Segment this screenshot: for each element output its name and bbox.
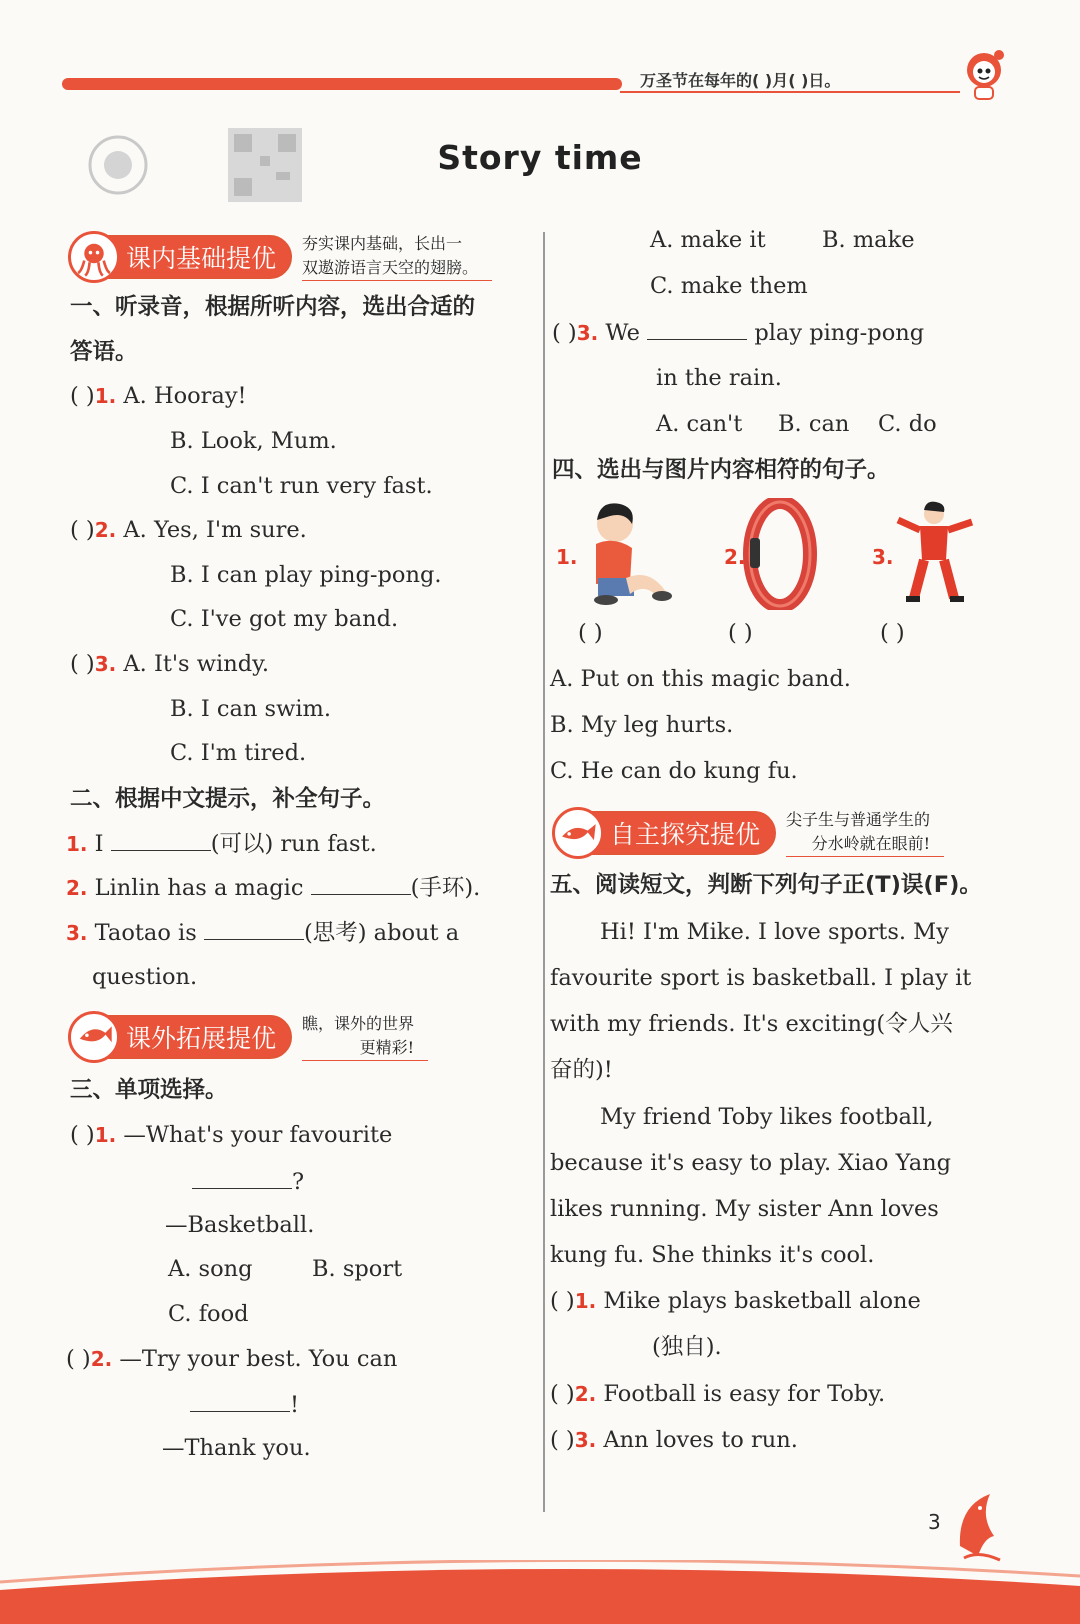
option-text: B. I can play ping-pong. xyxy=(170,562,442,588)
page-number: 3 xyxy=(928,1510,941,1534)
hint-text: (思考) about a xyxy=(303,920,460,946)
boy-holding-leg-picture xyxy=(570,498,680,610)
question-title: 一、听录音，根据所听内容，选出合适的 xyxy=(70,294,476,320)
question-item xyxy=(66,917,459,948)
picture-number: 3. xyxy=(872,545,894,569)
magic-band-picture xyxy=(742,498,818,610)
answer-paren[interactable]: ( ) xyxy=(70,383,95,409)
option-text: B. Look, Mum. xyxy=(170,428,337,454)
picture-number: 1. xyxy=(556,545,578,569)
answer-paren[interactable]: ( ) xyxy=(550,1381,575,1407)
banner-note-line: 双遨游语言天空的翅膀。 xyxy=(302,258,479,277)
question-text: Football is easy for Toby. xyxy=(603,1381,886,1407)
question-text: We xyxy=(605,320,640,346)
option-text: C. food xyxy=(168,1301,249,1327)
question-text: in the rain. xyxy=(656,365,782,391)
passage-line: favourite sport is basketball. I play it xyxy=(550,965,972,991)
header-bar xyxy=(62,78,622,90)
question-item xyxy=(552,317,924,348)
question-title: 五、阅读短文，判断下列句子正(T)误(F)。 xyxy=(550,872,982,898)
question-item xyxy=(66,828,377,859)
question-item xyxy=(70,515,307,545)
answer-blank[interactable] xyxy=(204,917,304,940)
option-text: A. song xyxy=(168,1256,253,1282)
answer-blank[interactable] xyxy=(111,828,211,851)
question-text: ? xyxy=(292,1169,305,1195)
option-text: A. Put on this magic band. xyxy=(550,666,851,692)
option-text: A. Yes, I'm sure. xyxy=(123,517,307,543)
column-divider xyxy=(543,232,545,1512)
question-number: 3. xyxy=(576,321,599,345)
passage-line: 奋的)! xyxy=(550,1057,613,1083)
option-text: C. make them xyxy=(650,273,808,299)
sentence-text: Linlin has a magic xyxy=(94,875,304,901)
question-number: 1. xyxy=(66,832,88,856)
question-item xyxy=(550,1425,798,1455)
banner-label: 课外拓展提优 xyxy=(126,1023,277,1053)
sentence-text: I xyxy=(94,831,104,857)
question-item xyxy=(66,1344,397,1374)
banner-note xyxy=(786,808,944,857)
banner-note-line: 夯实课内基础，长出一 xyxy=(302,234,463,253)
section-banner-basic xyxy=(72,232,492,281)
question-number: 1. xyxy=(94,384,117,408)
question-number: 2. xyxy=(90,1347,113,1371)
octopus-icon xyxy=(68,231,120,283)
question-number: 2. xyxy=(574,1382,597,1406)
passage-line: because it's easy to play. Xiao Yang xyxy=(550,1150,952,1176)
question-number: 2. xyxy=(66,876,88,900)
question-item xyxy=(70,1120,392,1150)
option-text: A. Hooray! xyxy=(123,383,247,409)
option-text: C. I'm tired. xyxy=(170,740,307,766)
answer-blank[interactable] xyxy=(311,872,411,895)
option-text: B. make xyxy=(822,227,915,253)
answer-paren[interactable]: ( ) xyxy=(66,1346,91,1372)
question-item xyxy=(70,649,269,679)
question-item xyxy=(550,1286,921,1316)
banner-note xyxy=(302,1012,428,1061)
answer-text: —Thank you. xyxy=(162,1435,311,1461)
option-text: C. do xyxy=(878,411,937,437)
picture-number: 2. xyxy=(724,545,746,569)
sentence-text: question. xyxy=(92,964,198,990)
answer-paren[interactable]: ( ) xyxy=(578,620,603,646)
banner-note xyxy=(302,232,492,281)
question-item xyxy=(70,381,247,411)
option-text: A. It's windy. xyxy=(123,651,269,677)
banner-note-line: 更精彩! xyxy=(359,1038,415,1057)
option-text: B. can xyxy=(778,411,850,437)
passage-line: My friend Toby likes football, xyxy=(600,1104,934,1130)
option-text: A. can't xyxy=(656,411,743,437)
question-item xyxy=(192,1166,304,1197)
question-title: 答语。 xyxy=(70,339,138,365)
question-number: 2. xyxy=(94,518,117,542)
section-banner-explore xyxy=(556,808,944,857)
banner-label: 自主探究提优 xyxy=(610,819,761,849)
page-title: Story time xyxy=(437,138,643,177)
question-item xyxy=(190,1389,299,1420)
answer-paren[interactable]: ( ) xyxy=(70,517,95,543)
banner-note-line: 瞧，课外的世界 xyxy=(302,1014,415,1033)
answer-text: —Basketball. xyxy=(165,1212,315,1238)
section-banner-extended xyxy=(72,1012,428,1061)
question-item xyxy=(66,872,480,903)
answer-paren[interactable]: ( ) xyxy=(880,620,905,646)
passage-line: kung fu. She thinks it's cool. xyxy=(550,1242,875,1268)
fish-icon xyxy=(552,807,604,859)
passage-line: likes running. My sister Ann loves xyxy=(550,1196,939,1222)
question-text: Ann loves to run. xyxy=(603,1427,798,1453)
fish-icon xyxy=(68,1011,120,1063)
option-text: B. My leg hurts. xyxy=(550,712,734,738)
question-number: 1. xyxy=(574,1289,597,1313)
answer-paren[interactable]: ( ) xyxy=(550,1427,575,1453)
question-number: 3. xyxy=(574,1428,597,1452)
option-text: A. make it xyxy=(650,227,766,253)
question-text: Mike plays basketball alone xyxy=(603,1288,921,1314)
banner-label: 课内基础提优 xyxy=(126,243,277,273)
dolphin-icon xyxy=(950,1486,1010,1566)
answer-paren[interactable]: ( ) xyxy=(552,320,577,346)
header-rule xyxy=(620,91,960,93)
footer-band xyxy=(0,1560,1080,1624)
passage-line: with my friends. It's exciting(令人兴 xyxy=(550,1011,953,1037)
option-text: B. sport xyxy=(312,1256,403,1282)
mascot-icon xyxy=(955,46,1013,104)
answer-blank[interactable] xyxy=(192,1166,292,1189)
option-text: C. He can do kung fu. xyxy=(550,758,798,784)
question-text: (独自). xyxy=(652,1334,722,1360)
answer-paren[interactable]: ( ) xyxy=(550,1288,575,1314)
answer-paren[interactable]: ( ) xyxy=(728,620,753,646)
question-number: 3. xyxy=(94,652,117,676)
banner-note-line: 分水岭就在眼前! xyxy=(811,834,931,853)
option-text: C. I can't run very fast. xyxy=(170,473,433,499)
option-text: C. I've got my band. xyxy=(170,606,399,632)
answer-paren[interactable]: ( ) xyxy=(70,651,95,677)
question-item xyxy=(550,1379,885,1409)
question-number: 3. xyxy=(66,921,88,945)
question-text: ! xyxy=(290,1392,300,1418)
question-text: —Try your best. You can xyxy=(119,1346,398,1372)
question-title: 四、选出与图片内容相符的句子。 xyxy=(552,457,890,483)
hint-text: (手环). xyxy=(410,875,481,901)
question-text: play ping-pong xyxy=(754,320,925,346)
header-tip: 万圣节在每年的( )月( )日。 xyxy=(640,71,841,90)
boy-kung-fu-picture xyxy=(892,498,978,610)
question-title: 三、单项选择。 xyxy=(70,1077,228,1103)
passage-line: Hi! I'm Mike. I love sports. My xyxy=(600,919,949,945)
question-number: 1. xyxy=(94,1123,117,1147)
option-text: B. I can swim. xyxy=(170,696,332,722)
question-title: 二、根据中文提示，补全句子。 xyxy=(70,786,386,812)
answer-paren[interactable]: ( ) xyxy=(70,1122,95,1148)
hint-text: (可以) run fast. xyxy=(210,831,377,857)
answer-blank[interactable] xyxy=(190,1389,290,1412)
sentence-text: Taotao is xyxy=(94,920,197,946)
banner-note-line: 尖子生与普通学生的 xyxy=(786,810,931,829)
question-text: —What's your favourite xyxy=(123,1122,393,1148)
answer-blank[interactable] xyxy=(647,317,747,340)
